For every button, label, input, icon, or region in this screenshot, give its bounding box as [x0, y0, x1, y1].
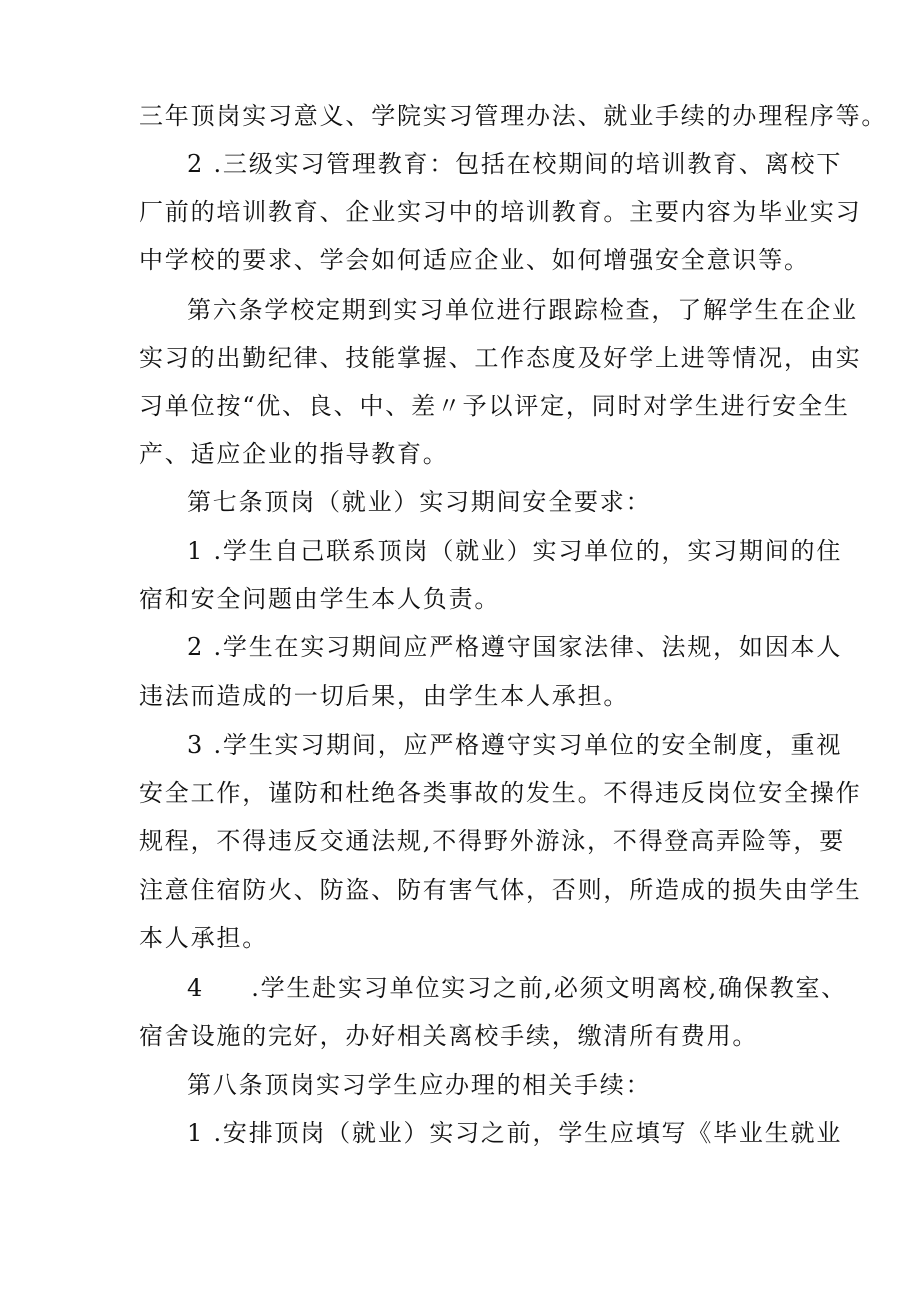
text-line-10: 1 .学生自己联系顶岗（就业）实习单位的，实习期间的住: [187, 537, 843, 565]
text-line-11: 宿和安全问题由学生本人负责。: [139, 585, 501, 613]
text-line-19: 4 .学生赴实习单位实习之前,必须文明离校,确保教室、: [187, 974, 848, 1002]
text-line-2: 2 .三级实习管理教育：包括在校期间的培训教育、离校下: [187, 150, 843, 178]
text-line-14: 3 .学生实习期间，应严格遵守实习单位的安全制度，重视: [187, 731, 843, 759]
text-line-13: 违法而造成的一切后果，由学生本人承担。: [139, 682, 630, 710]
text-line-21: 第八条顶岗实习学生应办理的相关手续：: [187, 1071, 652, 1099]
text-line-1: 三年顶岗实习意义、学院实习管理办法、就业手续的办理程序等。: [139, 102, 888, 130]
text-line-17: 注意住宿防火、防盗、防有害气体，否则，所造成的损失由学生: [139, 876, 862, 904]
text-line-5: 第六条学校定期到实习单位进行跟踪检查，了解学生在企业: [187, 296, 858, 324]
text-line-6: 实习的出勤纪律、技能掌握、工作态度及好学上进等情况，由实: [139, 344, 862, 372]
text-line-20: 宿舍设施的完好，办好相关离校手续，缴清所有费用。: [139, 1022, 759, 1050]
text-line-4: 中学校的要求、学会如何适应企业、如何增强安全意识等。: [139, 246, 810, 274]
text-line-15: 安全工作，谨防和杜绝各类事故的发生。不得违反岗位安全操作: [139, 779, 862, 807]
text-line-16: 规程，不得违反交通法规,不得野外游泳，不得登高弄险等，要: [139, 827, 846, 855]
text-line-3: 厂前的培训教育、企业实习中的培训教育。主要内容为毕业实习: [139, 198, 862, 226]
text-line-9: 第七条顶岗（就业）实习期间安全要求：: [187, 488, 652, 516]
text-line-12: 2 .学生在实习期间应严格遵守国家法律、法规，如因本人: [187, 633, 843, 661]
text-line-7: 习单位按“优、良、中、差〃予以评定，同时对学生进行安全生: [139, 392, 850, 420]
text-line-22: 1 .安排顶岗（就业）实习之前，学生应填写《毕业生就业: [187, 1119, 843, 1147]
text-line-18: 本人承担。: [139, 924, 268, 952]
text-line-8: 产、适应企业的指导教育。: [139, 440, 449, 468]
